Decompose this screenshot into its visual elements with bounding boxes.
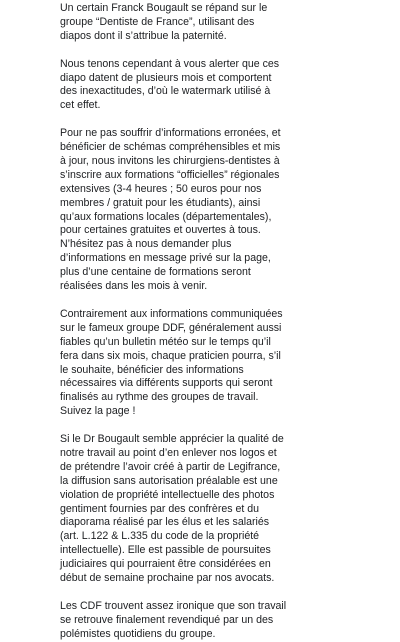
post-paragraph-1: Un certain Franck Bougault se répand sur le groupe “Dentiste de France”, utilisant des diapos dont il s’attribue la paternité. [60,2,268,42]
post-paragraph-6: Les CDF trouvent assez ironique que son travail se retrouve finalement revendiqué par un des polémistes quotidiens du groupe. [60,599,287,640]
post-paragraph-5: Si le Dr Bougault semble apprécier la qualité de notre travail au point d’en enlever nos logos et de prétendre l’avoir créé à partir de Legifrance, la diffusion sans autorisation préalable est une violation de propriété intellectuelle des photos gentiment fournies par des confrères et du diaporama réalisé par les élus et les salariés (art. L.122 & L.335 du code de la propriété intellectuelle). Elle est passible de poursuites judiciaires qui pourraient être considérées en début de semaine prochaine par nos avocats. [60,433,284,585]
post-paragraph-2: Nous tenons cependant à vous alerter que ces diapo datent de plusieurs mois et comportent des inexactitudes, d’où le watermark utilisé à cet effet. [60,57,280,112]
post-body [60,2,295,642]
post-paragraph-4: Contrairement aux informations communiquées sur le fameux groupe DDF, généralement aussi fiables qu’un bulletin météo sur le temps qu’il fera dans six mois, chaque praticien pourra, s’il le souhaite, bénéficier des informations nécessaires via différents supports qui seront finalisés au rythme des groupes de travail. Suivez la page ! [60,307,283,418]
post-paragraph-3: Pour ne pas souffrir d’informations erronées, et bénéficier de schémas compréhensibles et mis à jour, nous invitons les chirurgiens-dentistes à s’inscrire aux formations “officielles” régionales extensives (3-4 heures ; 50 euros pour nos membres / gratuit pour les étudiants), ainsi qu’aux formations locales (départementales), pour certaines gratuites et ouvertes à tous. N’hésitez pas à nous demander plus d’informations en message privé sur la page, plus d’une centaine de formations seront réalisées dans les mois à venir. [60,127,281,293]
